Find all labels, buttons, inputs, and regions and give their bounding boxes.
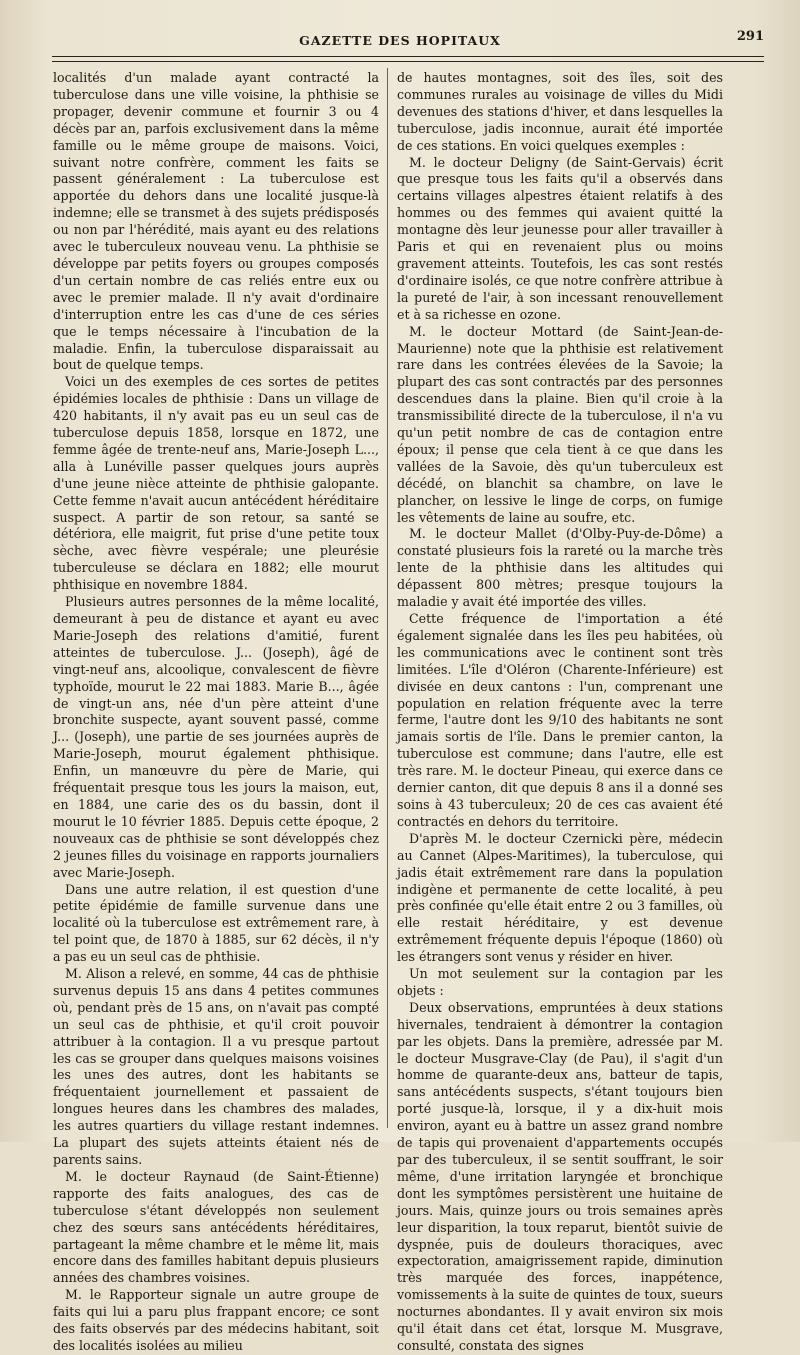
paragraph: Un mot seulement sur la contagion par les objets : [397,966,723,998]
page-number: 291 [736,29,764,44]
running-head [40,29,764,55]
paragraph: localités d'un malade ayant contracté la tuberculose dans une ville voisine, la phthisie se propager, devenir commune et fournir 3 ou 4 décès par an, parfois exclusivement dans la même famille ou le même groupe de maisons. Voici, suivant notre confrère, comment les faits se passent généralement : La tuberculose est apportée du dehors dans une localité jusque-là indemne; elle se transmet à des sujets prédisposés ou non par l'hérédité, mais ayant eu des relations avec le tuberculeux nouveau venu. La phthisie se développe par petits foyers ou groupes composés d'un certain nombre de cas reliés entre eux ou avec le premier malade. Il n'y avait d'ordinaire d'interruption entre les cas d'une de ces séries que le temps nécessaire à l'incubation de la maladie. Enfin, la tuberculose disparaissait au bout de quelque temps. [53,70,379,373]
header-rule-thick [52,56,764,57]
paragraph: D'après M. le docteur Czernicki père, médecin au Cannet (Alpes-Maritimes), la tuberculose, qui jadis était extrêmement rare dans la population indigène et permanente de cette localité, à peu près confinée qu'elle était entre 2 ou 3 familles, où elle restait héréditaire, y est devenue extrêmement fréquente depuis l'époque (1860) où les étrangers sont venus y résider en hiver. [397,830,723,965]
paragraph: M. le docteur Mallet (d'Olby-Puy-de-Dôme) a constaté plusieurs fois la rareté ou la marche très lente de la phthisie dans les altitudes qui dépassent 800 mètres; presque toujours la maladie y avait été importée des villes. [397,526,723,610]
paragraph: M. le docteur Mottard (de Saint-Jean-de-Maurienne) note que la phthisie est relativement rare dans les contrées élevées de la Savoie; la plupart des cas sont contractés par des personnes descendues dans la plaine. Bien qu'il croie à la transmissibilité directe de la tuberculose, il n'a vu qu'un petit nombre de cas de contagion entre époux; il pense que cela tient à ce que dans les vallées de la Savoie, dès qu'un tuberculeux est décédé, on blanchit sa chambre, on lave le plancher, on lessive le linge de corps, on fumige les vêtements de laine au soufre, etc. [397,323,723,525]
paragraph: M. le Rapporteur signale un autre groupe de faits qui lui a paru plus frappant encore; ce sont des faits observés par des médecins habitant, soit des localités isolées au milieu [53,1287,379,1353]
paragraph: Dans une autre relation, il est question d'une petite épidémie de famille survenue dans une localité où la tuberculose est extrêmement rare, à tel point que, de 1870 à 1885, sur 62 décès, il n'y a pas eu un seul cas de phthisie. [53,881,379,965]
paragraph: M. Alison a relevé, en somme, 44 cas de phthisie survenus depuis 15 ans dans 4 petites communes où, pendant près de 15 ans, on n'avait pas compté un seul cas de phthisie, et qu'il croit pouvoir attribuer à la contagion. Il a vu presque partout les cas se grouper dans quelques maisons voisines les unes des autres, dont les habitants se fréquentaient journellement et passaient de longues heures dans les chambres des malades, les autres quartiers du village restant indemnes. La plupart des sujets atteints étaient nés de parents sains. [53,966,379,1167]
column-divider [387,68,388,1128]
paragraph: de hautes montagnes, soit des îles, soit des communes rurales au voisinage de villes du Midi devenues des stations d'hiver, et dans lesquelles la tuberculose, jadis inconnue, aurait été importée de ces stations. En voici quelques exemples : [397,70,723,153]
paragraph: M. le docteur Raynaud (de Saint-Étienne) rapporte des faits analogues, des cas de tuberculose s'étant développés non seulement chez des sœurs sans antécédents héréditaires, partageant la même chambre et le même lit, mais encore dans des familles habitant depuis plusieurs années des chambres voisines. [53,1168,379,1286]
paragraph: M. le docteur Deligny (de Saint-Gervais) écrit que presque tous les faits qu'il a observés dans certains villages alpestres étaient relatifs à des hommes ou des femmes qui avaient quitté la montagne dès leur jeunesse pour aller travailler à Paris et qui en revenaient plus ou moins gravement atteints. Toutefois, les cas sont restés d'ordinaire isolés, ce que notre confrère attribue à la pureté de l'air, à son incessant renouvellement et à sa richesse en ozone. [397,154,723,322]
paragraph: Plusieurs autres personnes de la même localité, demeurant à peu de distance et ayant eu avec Marie-Joseph des relations d'amitié, furent atteintes de tuberculose. J... (Joseph), âgé de vingt-neuf ans, alcoolique, convalescent de fièvre typhoïde, mourut le 22 mai 1883. Marie B..., âgée de vingt-un ans, née d'un père atteint d'une bronchite suspecte, ayant souvent passé, comme J... (Joseph), une partie de ses journées auprès de Marie-Joseph, mourut également phthisique. Enfin, un manœuvre du père de Marie, qui fréquentait presque tous les jours la maison, eut, en 1884, une carie des os du bassin, dont il mourut le 10 février 1885. Depuis cette époque, 2 nouveaux cas de phthisie se sont développés chez 2 jeunes filles du voisinage en rapports journaliers avec Marie-Joseph. [53,594,379,880]
paragraph: Cette fréquence de l'importation a été également signalée dans les îles peu habitées, où les communications avec le continent sont très limitées. L'île d'Oléron (Charente-Inférieure) est divisée en deux cantons : l'un, comprenant une population en relation fréquente avec la terre ferme, l'autre dont les 9/10 des habitants ne sont jamais sortis de l'île. Dans le premier canton, la tuberculose est commune; dans l'autre, elle est très rare. M. le docteur Pineau, qui exerce dans ce dernier canton, dit que depuis 8 ans il a donné ses soins à 43 tuberculeux; 20 de ces cas avaient été contractés en dehors du territoire. [397,611,723,829]
header-rule-thin [52,61,764,62]
paragraph: Deux observations, empruntées à deux stations hivernales, tendraient à démontrer la contagion par les objets. Dans la première, adressée par M. le docteur Musgrave-Clay (de Pau), il s'agit d'un homme de quarante-deux ans, batteur de tapis, sans antécédents suspects, s'étant toujours bien porté jusque-là, lorsque, il y a dix-huit mois environ, ayant eu à battre un assez grand nombre de tapis qui provenaient d'appartements occupés par des tuberculeux, il se sentit souffrant, le soir même, d'une irritation laryngée et bronchique dont les symptômes persistèrent une huitaine de jours. Mais, quinze jours ou trois semaines après leur disparition, la toux reparut, bientôt suivie de dyspnée, puis de douleurs thoraciques, avec expectoration, amaigrissement rapide, diminution très marquée des forces, inappétence, vomissements à la suite de quintes de toux, sueurs nocturnes abondantes. Il y avait environ six mois qu'il était dans cet état, lorsque M. Musgrave, consulté, constata des signes [397,999,723,1353]
running-title: GAZETTE DES HOPITAUX [299,33,501,48]
left-column [53,70,379,1353]
right-column [397,70,723,1353]
paragraph: Voici un des exemples de ces sortes de petites épidémies locales de phthisie : Dans un village de 420 habitants, il n'y avait pas eu un seul cas de tuberculose depuis 1858, lorsque en 1872, une femme âgée de trente-neuf ans, Marie-Joseph L..., alla à Lunéville passer quelques jours auprès d'une jeune nièce atteinte de phthisie galopante. Cette femme n'avait aucun antécédent héréditaire suspect. A partir de son retour, sa santé se détériora, elle maigrit, fut prise d'une petite toux sèche, avec fièvre vespérale; une pleurésie tuberculeuse se déclara en 1882; elle mourut phthisique en novembre 1884. [53,374,379,593]
